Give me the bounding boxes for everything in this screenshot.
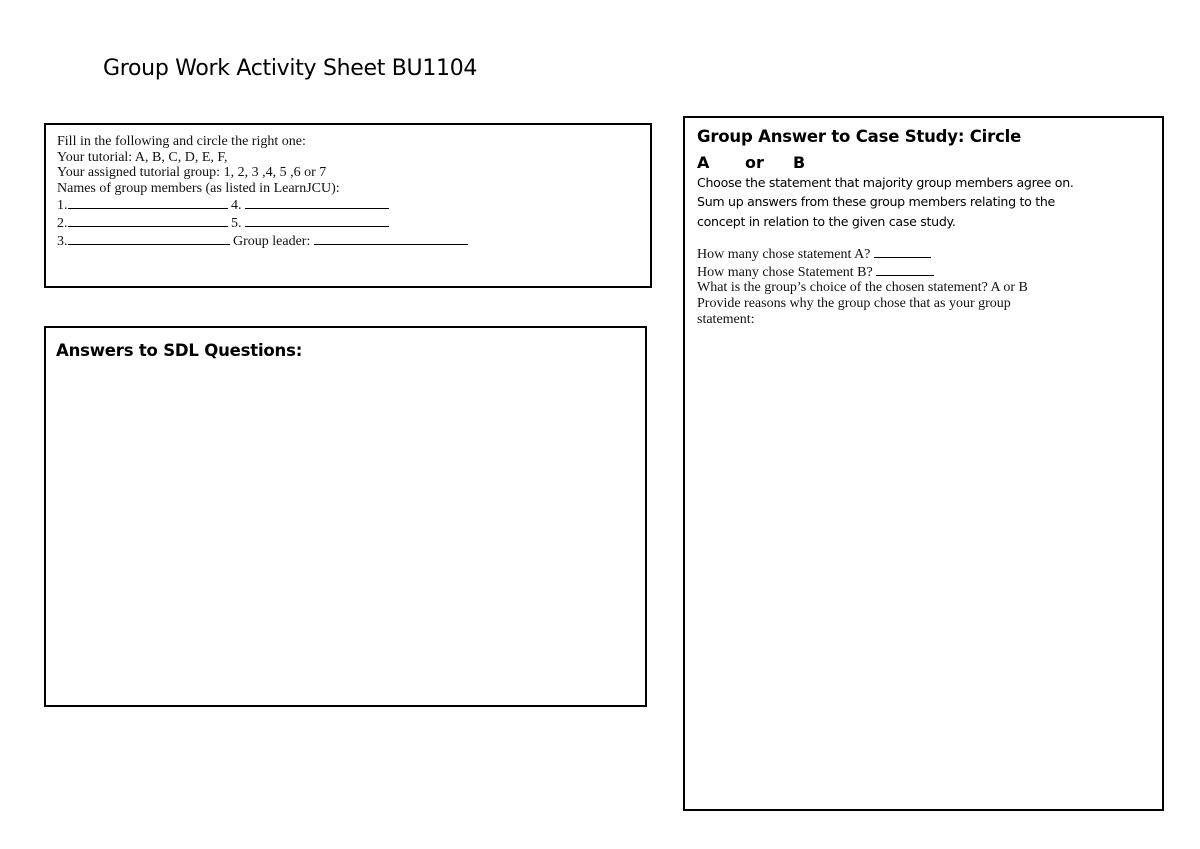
- info-text: [57, 134, 650, 249]
- question-reasons-cont: statement:: [697, 311, 755, 327]
- member-4-field[interactable]: [245, 196, 389, 209]
- instruction-line: Choose the statement that majority group members agree on.: [697, 175, 1074, 190]
- member-1-label: 1.: [57, 198, 68, 214]
- member-5-label: 5.: [231, 215, 242, 231]
- member-2-label: 2.: [57, 215, 68, 231]
- info-instruction: Fill in the following and circle the right one:: [57, 134, 306, 149]
- option-b[interactable]: B: [793, 153, 806, 172]
- group-leader-label: Group leader:: [233, 233, 311, 249]
- option-or: or: [745, 153, 764, 172]
- sdl-answers-box[interactable]: [44, 326, 647, 707]
- question-a: How many chose statement A?: [697, 247, 871, 263]
- case-instructions: [697, 173, 1162, 231]
- group-leader-field[interactable]: [314, 232, 468, 245]
- question-a-row: [697, 245, 1162, 263]
- member-2-field[interactable]: [68, 214, 228, 227]
- group-info-box: [44, 123, 652, 288]
- instruction-line: Sum up answers from these group members relating to the: [697, 194, 1056, 210]
- member-4-label: 4.: [231, 198, 242, 214]
- tutorial-line: Your tutorial: A, B, C, D, E, F,: [57, 149, 228, 165]
- sdl-heading: Answers to SDL Questions:: [56, 341, 303, 360]
- member-row-2: [57, 214, 650, 232]
- instruction-line: concept in relation to the given case study.: [697, 213, 956, 229]
- member-row-1: [57, 196, 650, 214]
- answer-b-field[interactable]: [876, 263, 934, 276]
- option-a[interactable]: A: [697, 153, 710, 172]
- case-study-box[interactable]: [683, 116, 1164, 811]
- question-b-row: [697, 263, 1162, 281]
- question-choice: What is the group’s choice of the chosen statement? A or B: [697, 280, 1028, 296]
- answer-a-field[interactable]: [874, 245, 931, 258]
- page-title: Group Work Activity Sheet BU1104: [103, 56, 478, 81]
- ab-choice-line: [697, 153, 1162, 172]
- member-row-3: [57, 232, 650, 250]
- member-3-field[interactable]: [68, 232, 230, 245]
- question-reasons: Provide reasons why the group chose that as your group: [697, 296, 1011, 311]
- member-3-label: 3.: [57, 233, 68, 249]
- tutorial-group-line: Your assigned tutorial group: 1, 2, 3 ,4, 5 ,6 or 7: [57, 165, 327, 181]
- group-members-label: Names of group members (as listed in LearnJCU):: [57, 180, 340, 196]
- member-5-field[interactable]: [245, 214, 389, 227]
- member-1-field[interactable]: [68, 196, 228, 209]
- question-b: How many chose Statement B?: [697, 264, 873, 280]
- case-study-heading: Group Answer to Case Study: Circle: [697, 127, 1022, 146]
- case-questions: [697, 245, 1162, 327]
